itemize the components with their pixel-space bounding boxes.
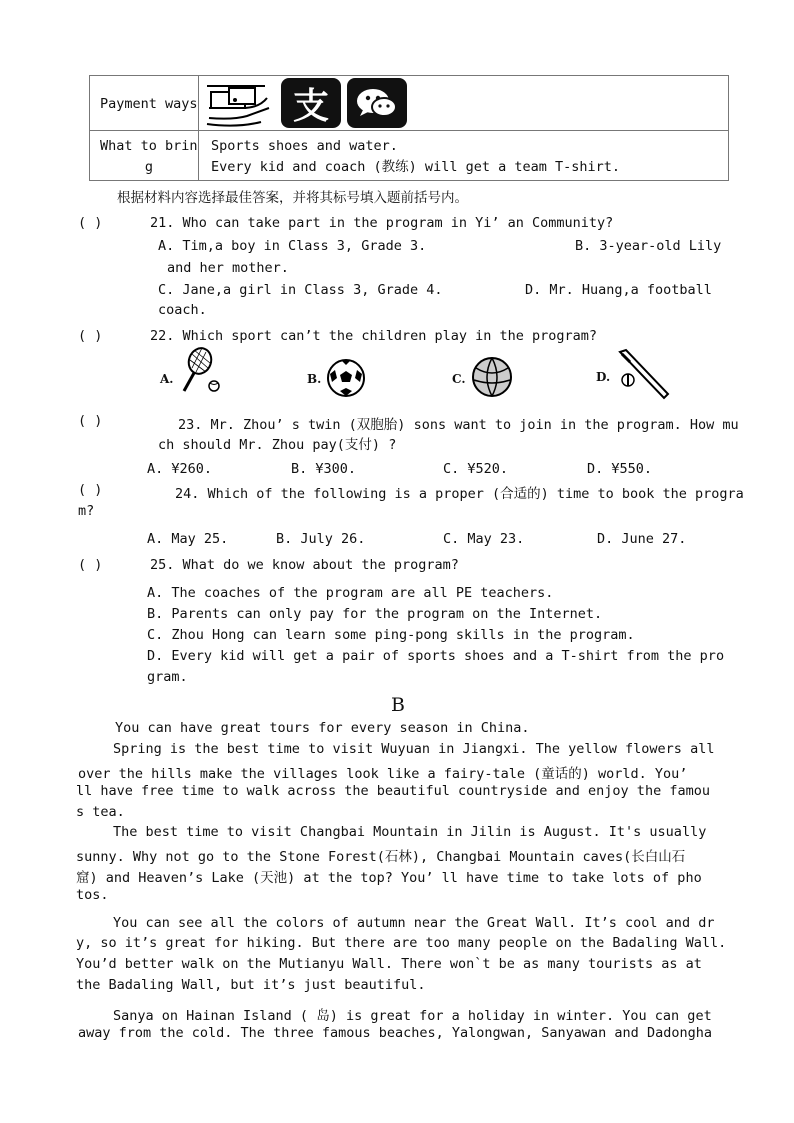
passage-line: sunny. Why not go to the Stone Forest(石林), Changbai Mountain caves(长白山石 xyxy=(76,849,686,865)
q24-option-b: B. July 26. xyxy=(276,531,366,547)
q21-bracket: ( ) xyxy=(78,215,103,231)
bring-content-cell xyxy=(199,131,729,181)
wechat-pay-icon xyxy=(347,78,407,128)
q22-option-c-label: C. xyxy=(452,372,466,386)
bring-label-cell xyxy=(90,131,199,181)
payment-icons-cell xyxy=(199,76,729,131)
q23-option-b: B. ¥300. xyxy=(291,461,357,477)
passage-line: away from the cold. The three famous beaches, Yalongwan, Sanyawan and Dadongha xyxy=(78,1025,712,1041)
q21-option-a: A. Tim,a boy in Class 3, Grade 3. xyxy=(158,238,427,254)
payment-label: Payment ways xyxy=(100,96,198,112)
alipay-icon xyxy=(281,78,341,128)
payment-row xyxy=(90,76,729,131)
q22-stem: 22. Which sport can’t the children play in the program? xyxy=(150,328,598,344)
q23-bracket: ( ) xyxy=(78,413,103,429)
q23-option-a: A. ¥260. xyxy=(147,461,213,477)
section-b-heading: B xyxy=(391,694,405,716)
q23-option-d: D. ¥550. xyxy=(587,461,653,477)
passage-line: The best time to visit Changbai Mountain in Jilin is August. It's usually xyxy=(113,824,707,840)
passage-line: You can see all the colors of autumn near the Great Wall. It’s cool and dr xyxy=(113,915,715,931)
q23-stem-line1: 23. Mr. Zhou’ s twin (双胞胎) sons want to join in the program. How mu xyxy=(178,417,739,433)
q24-bracket: ( ) xyxy=(78,482,103,498)
bring-row xyxy=(90,131,729,181)
q24-stem-line2: m? xyxy=(78,503,95,519)
basketball-icon xyxy=(470,356,514,398)
bring-line1: Sports shoes and water. xyxy=(211,138,398,154)
alipay-glyph: 支 xyxy=(292,85,329,127)
baseball-bat-icon xyxy=(616,348,672,400)
q25-option-d: D. Every kid will get a pair of sports shoes and a T-shirt from the pro xyxy=(147,648,725,664)
q25-option-c: C. Zhou Hong can learn some ping-pong skills in the program. xyxy=(147,627,635,643)
q22-option-b-label: B. xyxy=(307,372,322,386)
q21-option-b-cont: and her mother. xyxy=(167,260,289,276)
q25-bracket: ( ) xyxy=(78,557,103,573)
q25-stem: 25. What do we know about the program? xyxy=(150,557,459,573)
q21-option-d-cont: coach. xyxy=(158,302,207,318)
soccer-ball-icon xyxy=(325,358,367,398)
bring-label-line1: What to brin xyxy=(100,138,198,154)
q21-option-d: D. Mr. Huang,a football xyxy=(525,282,712,298)
q22-bracket: ( ) xyxy=(78,328,103,344)
payment-label-cell xyxy=(90,76,199,131)
q25-option-a: A. The coaches of the program are all PE teachers. xyxy=(147,585,554,601)
q24-option-c: C. May 23. xyxy=(443,531,525,547)
passage-line: the Badaling Wall, but it’s just beautiful. xyxy=(76,977,426,993)
tennis-racket-icon xyxy=(176,346,222,394)
q21-stem: 21. Who can take part in the program in Yi’ an Community? xyxy=(150,215,614,231)
q22-option-a-label: A. xyxy=(160,372,174,386)
passage-line: You can have great tours for every season in China. xyxy=(115,720,530,736)
q25-option-b: B. Parents can only pay for the program on the Internet. xyxy=(147,606,603,622)
passage-line: ll have free time to walk across the beautiful countryside and enjoy the famou xyxy=(76,783,710,799)
passage-line: You’d better walk on the Mutianyu Wall. There won`t be as many tourists as at xyxy=(76,956,702,972)
instruction-text: 根据材料内容选择最佳答案，并将其标号填入题前括号内。 xyxy=(117,190,468,206)
bring-label-line2: g xyxy=(144,159,154,175)
info-table xyxy=(89,75,729,181)
passage-line: tos. xyxy=(76,887,109,903)
q23-stem-line2: ch should Mr. Zhou pay(支付) ? xyxy=(158,437,397,453)
bring-line2: Every kid and coach (教练) will get a team T-shirt. xyxy=(211,159,621,175)
cash-hand-icon xyxy=(203,78,275,128)
q21-option-b: B. 3-year-old Lily xyxy=(575,238,722,254)
q21-option-c: C. Jane,a girl in Class 3, Grade 4. xyxy=(158,282,443,298)
passage-line: over the hills make the villages look like a fairy-tale (童话的) world. You’ xyxy=(78,766,688,782)
q24-stem-line1: 24. Which of the following is a proper (合适的) time to book the progra xyxy=(175,486,744,502)
passage-line: y, so it’s great for hiking. But there are too many people on the Badaling Wall. xyxy=(76,935,727,951)
passage-line: s tea. xyxy=(76,804,125,820)
q24-option-d: D. June 27. xyxy=(597,531,687,547)
q25-option-d-cont: gram. xyxy=(147,669,188,685)
q22-option-d-label: D. xyxy=(596,370,611,384)
passage-line: 窟) and Heaven’s Lake (天池) at the top? You’ ll have time to take lots of pho xyxy=(76,870,702,886)
passage-line: Sanya on Hainan Island ( 岛) is great for a holiday in winter. You can get xyxy=(113,1008,712,1024)
q23-option-c: C. ¥520. xyxy=(443,461,509,477)
passage-line: Spring is the best time to visit Wuyuan in Jiangxi. The yellow flowers all xyxy=(113,741,715,757)
q24-option-a: A. May 25. xyxy=(147,531,229,547)
